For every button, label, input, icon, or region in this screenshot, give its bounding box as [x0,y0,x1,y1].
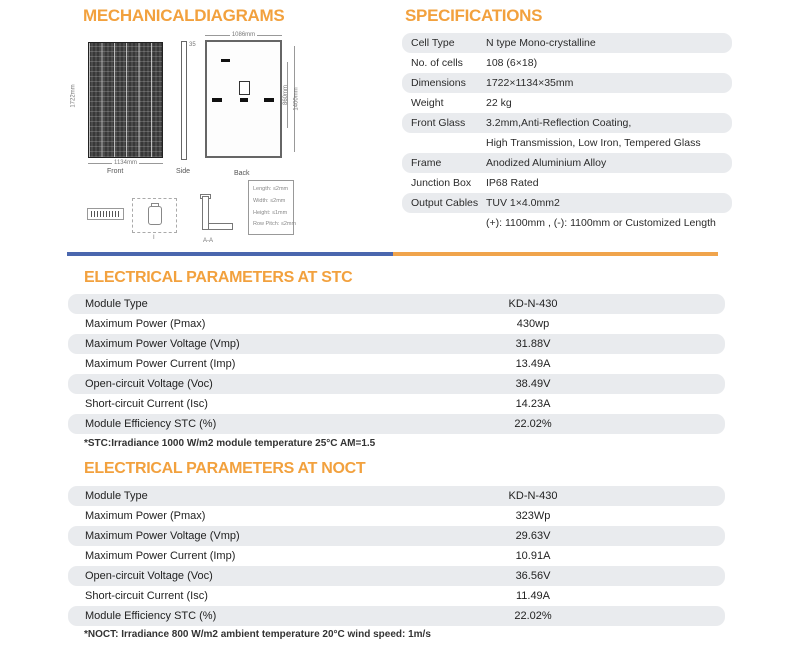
tolerance-line: Height: ≤1mm [253,209,288,216]
spec-value: 3.2mm,Anti-Reflection Coating, [486,117,632,129]
spec-value: 108 (6×18) [486,57,538,69]
noct-table [68,486,725,626]
spec-label: Output Cables [411,197,479,209]
param-label: Maximum Power (Pmax) [85,318,206,330]
param-label: Short-circuit Current (Isc) [85,590,208,602]
stc-section-title: ELECTRICAL PARAMETERS AT STC [84,269,353,286]
param-label: Maximum Power (Pmax) [85,510,206,522]
stc-footnote: *STC:Irradiance 1000 W/m2 module temperature 25°C AM=1.5 [84,438,376,449]
spec-value: Anodized Aluminium Alloy [486,157,607,169]
table-row [68,334,725,354]
grounding-hole-mark [221,59,230,62]
noct-section-title: ELECTRICAL PARAMETERS AT NOCT [84,460,366,477]
specifications-title: SPECIFICATIONS [405,6,543,25]
side-thickness-label: 35 [189,42,196,48]
table-row [68,414,725,434]
table-row [402,153,732,173]
junction-box-detail-drawing [132,198,177,233]
back-outer-dim-label: 1400mm [293,87,300,111]
junction-section-label: I [153,235,155,241]
dimension-line [139,163,163,164]
spec-label: Frame [411,157,442,169]
tolerance-line: Width: ≤2mm [253,197,286,204]
spec-value: N type Mono-crystalline [486,37,596,49]
frame-flange [208,223,233,230]
table-row [68,566,725,586]
param-value: 10.91A [515,550,551,562]
table-row [68,354,725,374]
table-row [402,133,732,153]
back-view-drawing [205,40,282,158]
spec-value: (+): 1100mm , (-): 1100mm or Customized Length [486,217,716,229]
table-row [402,93,732,113]
stc-table [68,294,725,434]
table-row [402,173,732,193]
junction-box-mark [239,81,250,95]
mounting-hole-mark [212,98,222,102]
barcode-label-drawing [87,208,124,220]
table-row [68,294,725,314]
param-label: Module Type [85,490,148,502]
param-value: 29.63V [515,530,551,542]
table-row [402,73,732,93]
spec-value: High Transmission, Low Iron, Tempered Glass [486,137,701,149]
table-row [68,374,725,394]
param-label: Maximum Power Current (Imp) [85,358,236,370]
param-label: Module Efficiency STC (%) [85,418,217,430]
front-width-label: 1134mm [114,160,137,166]
table-row [402,193,732,213]
frame-section-label: A-A [203,238,214,244]
spec-label: Cell Type [411,37,455,49]
back-view-label: Back [234,170,250,177]
noct-footnote: *NOCT: Irradiance 800 W/m2 ambient temperature 20°C wind speed: 1m/s [84,629,431,640]
dimension-line [257,35,282,36]
spec-label [402,133,486,153]
back-width-dimension [205,32,282,38]
param-value: 22.02% [514,610,552,622]
side-view-label: Side [176,168,191,175]
front-height-label: 1722mm [70,84,77,108]
param-value: 38.49V [515,378,551,390]
table-row [68,486,725,506]
side-view-drawing [181,41,187,160]
spec-value: 1722×1134×35mm [486,77,574,89]
table-row [402,113,732,133]
table-row [68,314,725,334]
frame-cross-section-drawing [192,194,234,232]
table-row [68,526,725,546]
back-inner-dim-label: 860mm [283,84,290,106]
param-value: KD-N-430 [508,490,558,502]
spec-label: Weight [411,97,444,109]
table-row [402,213,732,233]
mounting-hole-mark [240,98,248,102]
divider-blue-segment [67,252,393,256]
param-value: 11.49A [515,590,551,602]
specifications-table [402,33,732,233]
table-row [402,53,732,73]
param-value: 430wp [516,318,550,330]
param-label: Open-circuit Voltage (Voc) [85,570,213,582]
mechanical-diagrams-title: MECHANICALDIAGRAMS [83,6,285,25]
front-view-label: Front [107,168,124,175]
param-label: Maximum Power Voltage (Vmp) [85,530,240,542]
param-label: Open-circuit Voltage (Voc) [85,378,213,390]
param-value: 22.02% [514,418,552,430]
section-divider [67,252,718,256]
back-width-label: 1086mm [231,32,256,38]
param-value: 31.88V [515,338,551,350]
spec-label: Dimensions [411,77,466,89]
spec-value: IP68 Rated [486,177,539,189]
front-view-drawing [88,42,163,158]
dimension-line [205,35,230,36]
spec-value: TUV 1×4.0mm2 [486,197,560,209]
table-row [68,606,725,626]
param-label: Module Type [85,298,148,310]
tolerance-line: Row Pitch: ≤2mm [253,221,297,228]
spec-value: 22 kg [486,97,512,109]
dimension-line [88,163,112,164]
front-width-dimension [88,160,163,166]
junction-box-body [148,206,162,225]
tolerance-note-box [248,180,297,235]
param-value: 323Wp [515,510,551,522]
spec-label: Junction Box [411,177,472,189]
param-value: 36.56V [515,570,551,582]
table-row [68,546,725,566]
param-value: KD-N-430 [508,298,558,310]
param-label: Module Efficiency STC (%) [85,610,217,622]
param-label: Maximum Power Voltage (Vmp) [85,338,240,350]
divider-orange-segment [393,252,718,256]
table-row [68,586,725,606]
mounting-hole-mark [264,98,274,102]
param-value: 13.49A [515,358,551,370]
spec-label: Front Glass [411,117,466,129]
table-row [68,394,725,414]
param-label: Maximum Power Current (Imp) [85,550,236,562]
spec-label: No. of cells [411,57,463,69]
table-row [402,33,732,53]
spec-label [402,213,486,233]
table-row [68,506,725,526]
param-value: 14.23A [515,398,551,410]
tolerance-line: Length: ≤2mm [253,186,289,192]
param-label: Short-circuit Current (Isc) [85,398,208,410]
